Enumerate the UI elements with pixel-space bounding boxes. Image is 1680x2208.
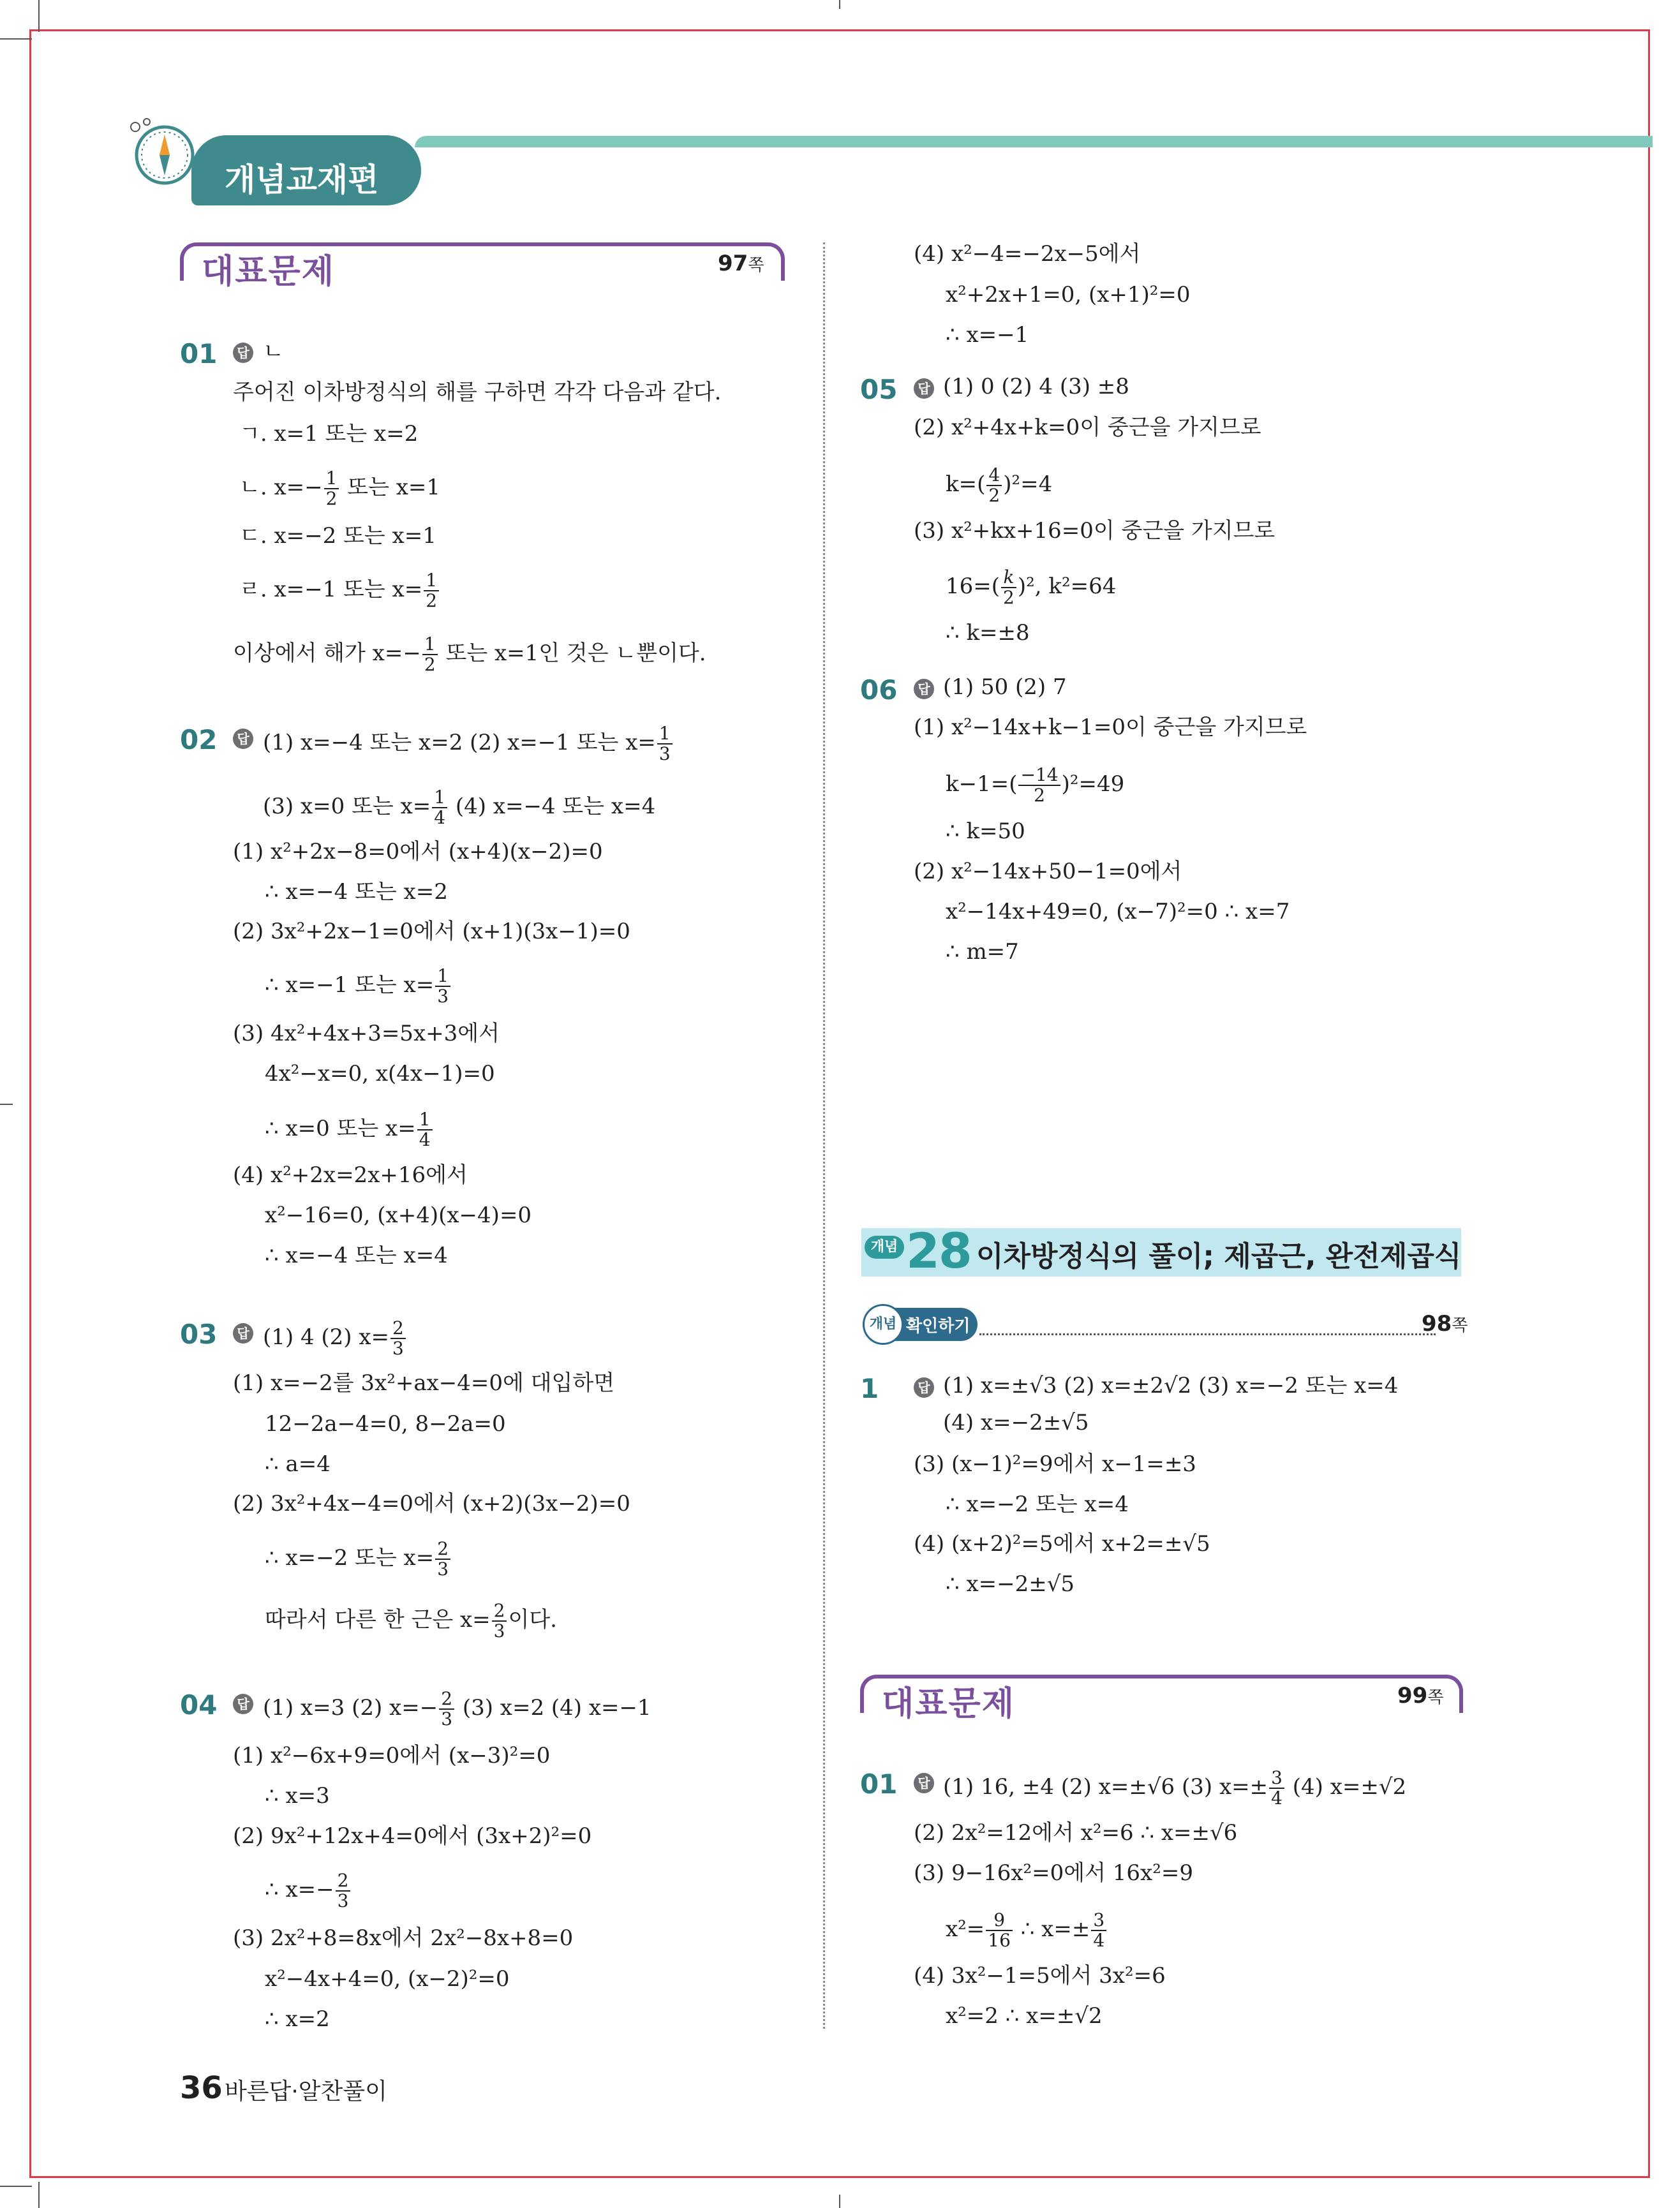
dotted-leader xyxy=(979,1333,1436,1335)
answer: (1) x=±√3 (2) x=±2√2 (3) x=−2 또는 x=4 xyxy=(943,1373,1399,1398)
answer-icon: 답 xyxy=(914,679,934,699)
header-bar xyxy=(415,136,1653,147)
solution-line: ∴ x=−2 또는 x= $\frac{2}{3}$ xyxy=(265,1539,452,1579)
answer: (1) x=−4 또는 x=2 (2) x=−1 또는 x= $\frac{1}{3}$ xyxy=(263,724,674,764)
solution-line: (1) x²−6x+9=0에서 (x−3)²=0 xyxy=(233,1743,551,1768)
solution-line: ∴ m=7 xyxy=(946,939,1019,965)
check-badge: 개념 xyxy=(863,1304,903,1345)
solution-line: ∴ x=−4 또는 x=2 xyxy=(265,879,448,905)
solution-line: (3) 2x²+8=8x에서 2x²−8x+8=0 xyxy=(233,1925,574,1951)
solution-line: (1) x=−2를 3x²+ax−4=0에 대입하면 xyxy=(233,1370,615,1396)
answer: (1) 4 (2) x= $\frac{2}{3}$ xyxy=(263,1319,407,1358)
solution-line: (4) (x+2)²=5에서 x+2=±√5 xyxy=(914,1531,1210,1557)
solution-line: x²−4x+4=0, (x−2)²=0 xyxy=(265,1966,510,1992)
concept-title: 이차방정식의 풀이; 제곱근, 완전제곱식 xyxy=(976,1240,1462,1273)
solution-line: 따라서 다른 한 근은 x= $\frac{2}{3}$ 이다. xyxy=(265,1600,557,1641)
answer-icon: 답 xyxy=(914,378,934,399)
answer: (1) 0 (2) 4 (3) ±8 xyxy=(943,374,1129,399)
solution-line: (4) 3x²−1=5에서 3x²=6 xyxy=(914,1963,1166,1989)
solution-line: (4) x²+2x=2x+16에서 xyxy=(233,1162,468,1188)
answer-icon: 답 xyxy=(233,1694,253,1714)
question-number: 03 xyxy=(180,1319,218,1350)
solution-line: ∴ x=3 xyxy=(265,1783,330,1809)
solution-line: (2) 3x²+4x−4=0에서 (x+2)(3x−2)=0 xyxy=(233,1491,630,1516)
answer-icon: 답 xyxy=(914,1377,934,1398)
answer: (4) x=−2±√5 xyxy=(943,1410,1089,1435)
solution-line: x²−14x+49=0, (x−7)²=0 ∴ x=7 xyxy=(946,899,1290,924)
solution-line: ∴ x=0 또는 x= $\frac{1}{4}$ xyxy=(265,1110,434,1150)
answer-icon: 답 xyxy=(233,729,253,749)
concept-badge: 개념 xyxy=(865,1236,904,1259)
column-divider xyxy=(823,242,825,2029)
question-number: 04 xyxy=(180,1689,218,1721)
solution-line: (3) (x−1)²=9에서 x−1=±3 xyxy=(914,1451,1196,1477)
answer: ㄴ xyxy=(263,339,284,364)
solution-line: 16=( $\frac{k}{2}$ )², k²=64 xyxy=(946,567,1117,608)
solution-line: x²−16=0, (x+4)(x−4)=0 xyxy=(265,1203,532,1228)
crop-mark xyxy=(839,2195,840,2208)
answer-icon: 답 xyxy=(233,1323,253,1344)
solution-line: k−1=( $\frac{-14}{2}$ )²=49 xyxy=(946,764,1125,806)
crop-mark xyxy=(38,0,40,32)
solution-line: (4) x²−4=−2x−5에서 xyxy=(914,241,1141,267)
concept-number: 28 xyxy=(906,1222,971,1279)
solution-line: ∴ x=−1 xyxy=(946,322,1029,348)
solution-line: 이상에서 해가 x=− $\frac{1}{2}$ 또는 x=1인 것은 ㄴ뿐이다. xyxy=(233,634,706,675)
solution-line: 12−2a−4=0, 8−2a=0 xyxy=(265,1411,506,1437)
solution-line: ∴ x=−2 또는 x=4 xyxy=(946,1492,1129,1517)
solution-line: ∴ k=50 xyxy=(946,819,1025,844)
answer-icon: 답 xyxy=(914,1773,934,1793)
solution-line: ∴ x=−1 또는 x= $\frac{1}{3}$ xyxy=(265,967,452,1006)
section-title: 대표문제 xyxy=(882,1685,1015,1723)
solution-line: x²=2 ∴ x=±√2 xyxy=(946,2003,1103,2029)
solution-line: ㄴ. x=− $\frac{1}{2}$ 또는 x=1 xyxy=(239,468,441,509)
question-number: 1 xyxy=(860,1373,879,1404)
solution-line: (1) x²−14x+k−1=0이 중근을 가지므로 xyxy=(914,715,1307,740)
question-number: 06 xyxy=(860,674,898,706)
solution-line: ∴ a=4 xyxy=(265,1451,331,1477)
solution-line: (3) 4x²+4x+3=5x+3에서 xyxy=(233,1021,500,1046)
section-page: 99쪽 xyxy=(1397,1683,1444,1708)
answer: (1) 50 (2) 7 xyxy=(943,674,1067,700)
question-number: 05 xyxy=(860,374,898,405)
answer: (1) 16, ±4 (2) x=±√6 (3) x=± $\frac{3}{4}$ (4) x=±√2 xyxy=(943,1767,1407,1809)
solution-line: (2) x²+4x+k=0이 중근을 가지므로 xyxy=(914,415,1261,440)
check-page: 98쪽 xyxy=(1422,1311,1468,1337)
solution-line: (2) 2x²=12에서 x²=6 ∴ x=±√6 xyxy=(914,1820,1238,1846)
answer: (1) x=3 (2) x=− $\frac{2}{3}$ (3) x=2 (4) x=−1 xyxy=(263,1688,651,1730)
solution-line: (3) 9−16x²=0에서 16x²=9 xyxy=(914,1860,1193,1886)
crop-mark xyxy=(38,2182,40,2208)
solution-line: (1) x²+2x−8=0에서 (x+4)(x−2)=0 xyxy=(233,839,603,864)
solution-line: ∴ x=−2±√5 xyxy=(946,1571,1075,1597)
solution-line: (2) 3x²+2x−1=0에서 (x+1)(3x−1)=0 xyxy=(233,919,630,944)
solution-line: 주어진 이차방정식의 해를 구하면 각각 다음과 같다. xyxy=(233,380,722,405)
solution-line: 4x²−x=0, x(4x−1)=0 xyxy=(265,1061,495,1086)
crop-mark xyxy=(0,2186,32,2187)
question-number: 02 xyxy=(180,724,218,755)
book-title: 바른답·알찬풀이 xyxy=(225,2078,387,2105)
question-number: 01 xyxy=(860,1768,898,1800)
solution-line: ∴ x=− $\frac{2}{3}$ xyxy=(265,1871,352,1911)
solution-line: ∴ x=2 xyxy=(265,2006,330,2032)
question-number: 01 xyxy=(180,338,218,369)
section-title: 대표문제 xyxy=(202,253,335,291)
solution-line: k=( $\frac{4}{2}$ )²=4 xyxy=(946,464,1053,506)
solution-line: x²= $\frac{9}{16}$ ∴ x=± $\frac{3}{4}$ xyxy=(946,1911,1108,1950)
solution-line: (3) x²+kx+16=0이 중근을 가지므로 xyxy=(914,518,1275,544)
check-label: 확인하기 xyxy=(906,1317,970,1336)
crop-mark xyxy=(0,1104,13,1105)
solution-line: ∴ x=−4 또는 x=4 xyxy=(265,1243,448,1268)
header-title: 개념교재편 xyxy=(225,161,379,198)
solution-line: ∴ k=±8 xyxy=(946,620,1030,646)
solution-line: (2) 9x²+12x+4=0에서 (3x+2)²=0 xyxy=(233,1823,592,1849)
answer-icon: 답 xyxy=(233,343,253,363)
crop-mark xyxy=(0,38,32,40)
solution-line: (2) x²−14x+50−1=0에서 xyxy=(914,859,1182,884)
answer: (3) x=0 또는 x= $\frac{1}{4}$ (4) x=−4 또는 x=4 xyxy=(263,787,656,828)
solution-line: ㄹ. x=−1 또는 x= $\frac{1}{2}$ xyxy=(239,571,440,611)
solution-line: ㄷ. x=−2 또는 x=1 xyxy=(239,523,436,549)
compass-icon xyxy=(128,118,198,188)
section-page: 97쪽 xyxy=(718,251,764,276)
solution-line: x²+2x+1=0, (x+1)²=0 xyxy=(946,282,1191,307)
page-number: 36 xyxy=(180,2070,223,2106)
crop-mark xyxy=(839,0,840,9)
solution-line: ㄱ. x=1 또는 x=2 xyxy=(239,421,419,447)
